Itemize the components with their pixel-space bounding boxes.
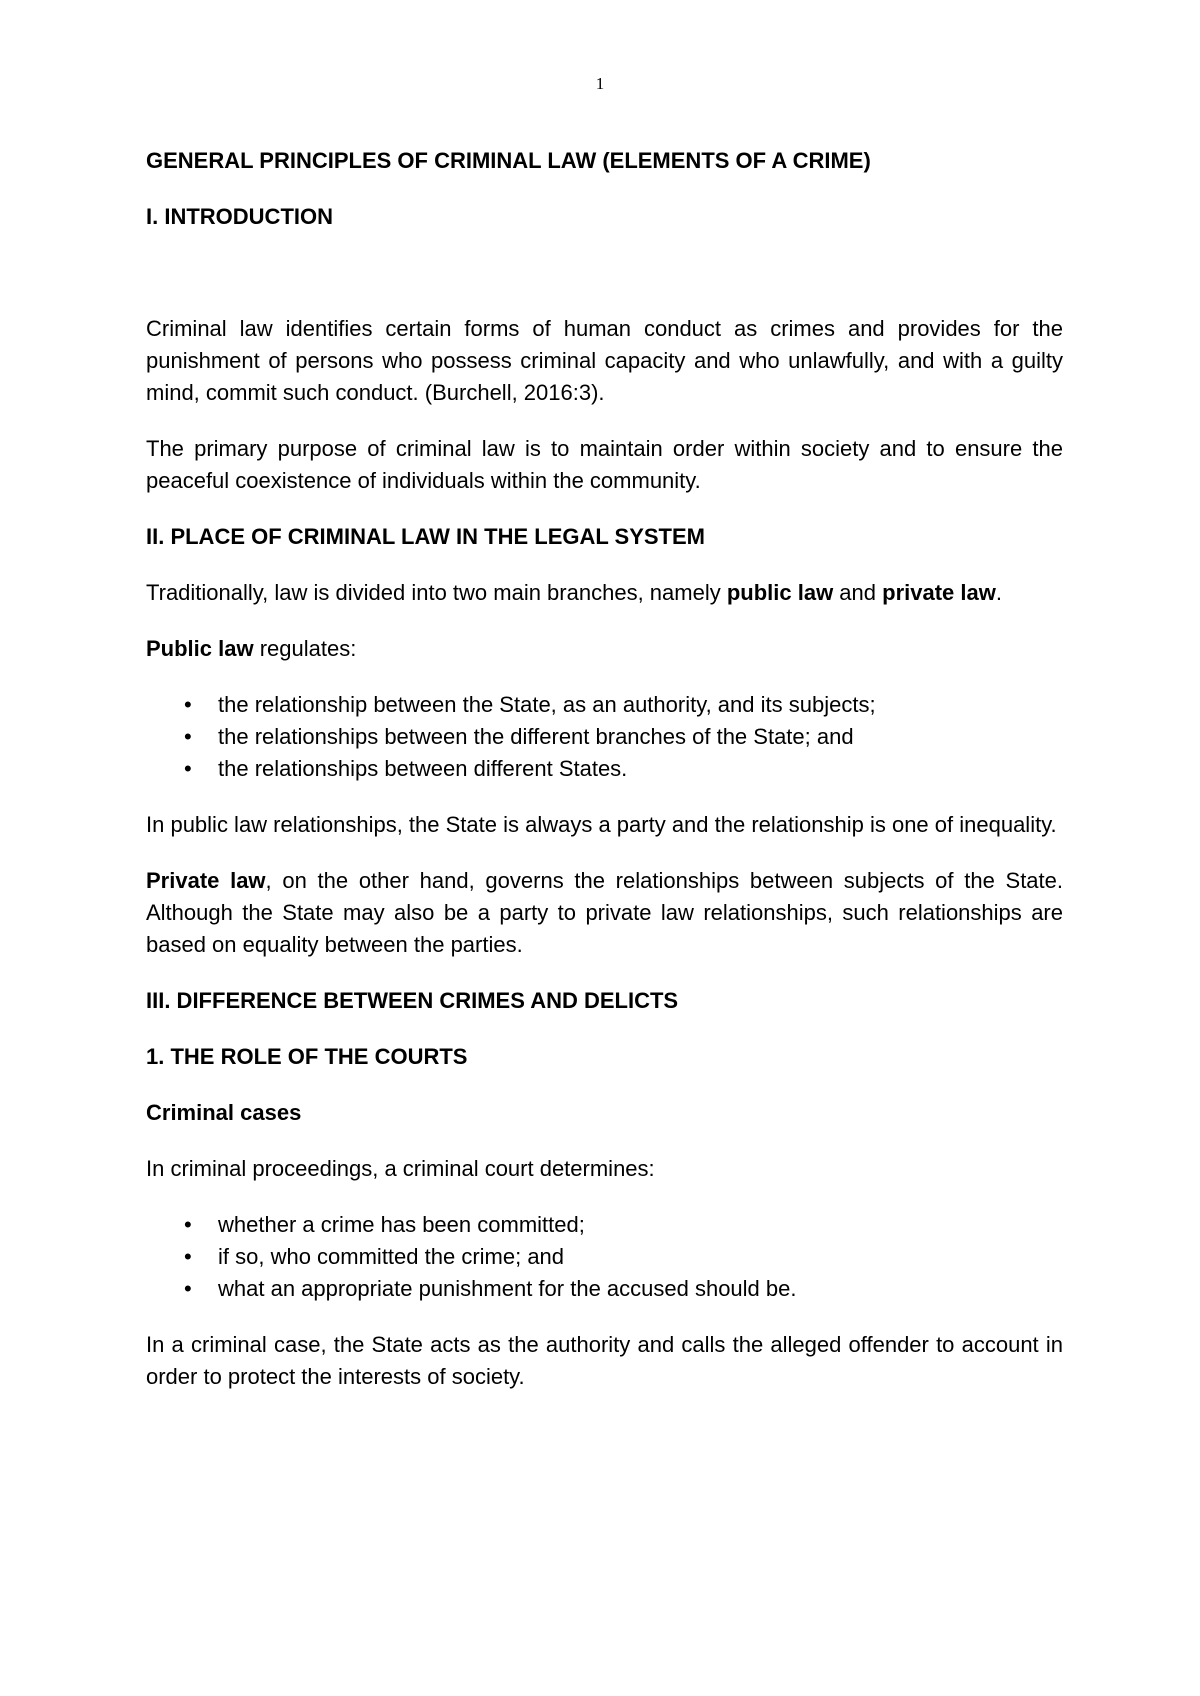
branches-paragraph: [146, 577, 1063, 609]
state-authority-paragraph: In a criminal case, the State acts as the authority and calls the alleged offender to account in order to protect the interests of society.: [146, 1332, 1063, 1389]
period: .: [995, 580, 1002, 605]
list-item: • the relationships between the different branches of the State; and: [146, 721, 1063, 753]
list-item: • if so, who committed the crime; and: [146, 1241, 1063, 1273]
list-item: • the relationships between different States.: [146, 753, 1063, 785]
private-law-paragraph: [146, 865, 1063, 961]
public-law-inequality-paragraph: In public law relationships, the State is always a party and the relationship is one of inequality.: [146, 812, 1057, 837]
proceedings-intro: In criminal proceedings, a criminal court determines:: [146, 1156, 655, 1181]
document-title: GENERAL PRINCIPLES OF CRIMINAL LAW (ELEMENTS OF A CRIME): [146, 148, 871, 173]
section-heading-place: II. PLACE OF CRIMINAL LAW IN THE LEGAL SYSTEM: [146, 524, 705, 549]
list-item: • what an appropriate punishment for the accused should be.: [146, 1273, 1063, 1305]
and-text: and: [833, 580, 883, 605]
list-item: • whether a crime has been committed;: [146, 1209, 1063, 1241]
private-law-term: private law: [882, 580, 996, 605]
branches-intro: Traditionally, law is divided into two main branches, namely: [146, 580, 727, 605]
private-law-label: Private law: [146, 868, 266, 893]
subheading-role-of-courts: 1. THE ROLE OF THE COURTS: [146, 1044, 468, 1069]
court-determines-list: [146, 1209, 1063, 1305]
intro-paragraph-2: The primary purpose of criminal law is to maintain order within society and to ensure the peaceful coexistence of individuals within the community.: [146, 436, 1063, 493]
intro-paragraph-1: Criminal law identifies certain forms of human conduct as crimes and provides for the punishment of persons who possess criminal capacity and who unlawfully, and with a guilty mind, commit such conduct. (Burchell, 2016:3).: [146, 316, 1063, 405]
public-law-list: [146, 689, 1063, 785]
public-law-term: public law: [726, 580, 834, 605]
list-item: • the relationship between the State, as an authority, and its subjects;: [146, 689, 1063, 721]
document-body: [146, 145, 1063, 1393]
public-law-label: Public law: [146, 636, 254, 661]
section-heading-introduction: I. INTRODUCTION: [146, 204, 333, 229]
page-number: 1: [595, 74, 605, 93]
private-law-text: , on the other hand, governs the relationships between subjects of the State. Although the State may also be a party to private law relationships, such relationships are based on equality between the parties.: [146, 868, 1063, 957]
section-heading-difference: III. DIFFERENCE BETWEEN CRIMES AND DELICTS: [146, 988, 679, 1013]
public-law-regulates: regulates:: [253, 636, 357, 661]
public-law-paragraph: [146, 633, 1063, 665]
subheading-criminal-cases: Criminal cases: [146, 1100, 302, 1125]
